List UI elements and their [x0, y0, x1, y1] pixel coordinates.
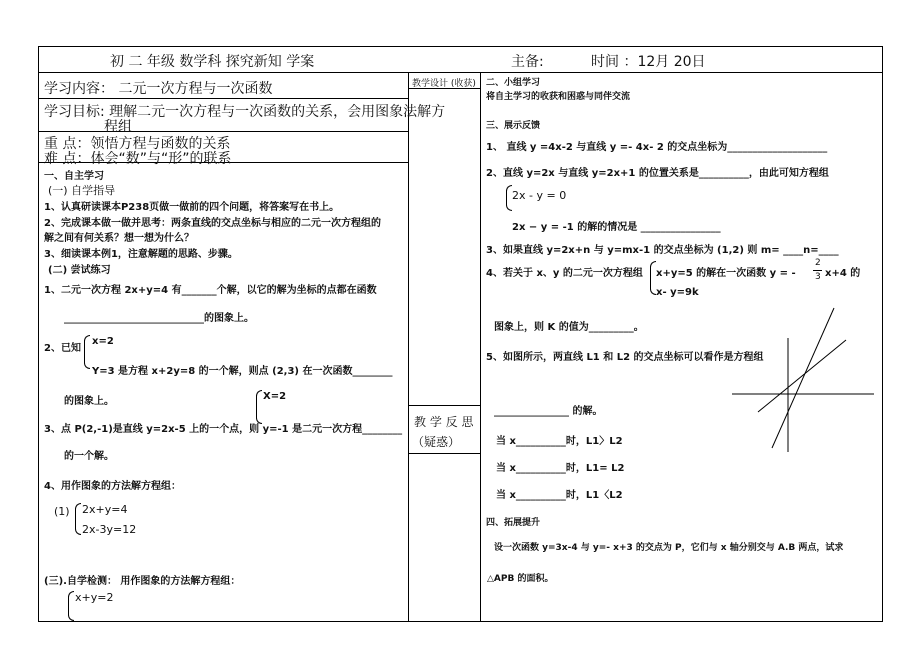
question-4b: 图象上，则 K 的值为_________。 — [494, 322, 644, 333]
guide-item-2b: 解之间有何关系？想一想为什么？ — [44, 233, 194, 244]
fraction-bar — [813, 270, 822, 271]
practice-1: 1、二元一次方程 2x+y=4 有_______个解，以它的解为坐标的点都在函数 — [44, 285, 377, 296]
question-5b: _______________ 的解。 — [494, 406, 603, 417]
row-divider-1 — [38, 98, 408, 99]
design-label: 教学设计 (收获) — [412, 79, 476, 89]
question-1: 1、 直线 y =4x-2 与直线 y =- 4x- 2 的交点坐标为____________________ — [486, 142, 828, 153]
extension-heading: 四、拓展提升 — [486, 518, 541, 528]
lines-graph — [728, 300, 878, 460]
study-goal-line1: 学习目标: 理解二元一次方程与一次函数的关系，会用图象法解方 — [44, 104, 446, 120]
practice-3-eq: X=2 — [263, 391, 287, 402]
question-4-tail: x+4 的 — [825, 268, 861, 279]
practice-1b: ____________________________的图象上。 — [64, 313, 254, 324]
question-2-eq1: 2x - y = 0 — [512, 189, 567, 202]
line-L2 — [758, 340, 846, 412]
row-divider-2 — [38, 131, 408, 132]
difficulty: 难 点：体会“数”与“形”的联系 — [44, 151, 232, 167]
brace-p2 — [84, 335, 90, 369]
self-check-eq1: x+y=2 — [75, 591, 114, 604]
practice-4: 4、用作图象的方法解方程组： — [44, 481, 181, 492]
border-bottom — [38, 621, 883, 622]
host-label: 主备: — [511, 54, 544, 70]
study-content: 学习内容： 二元一次方程与一次函数 — [44, 81, 273, 97]
question-4-pre: 4、若关于 x、y 的二元一次方程组 — [486, 268, 643, 279]
group-study-heading: 二、小组学习 — [486, 78, 541, 88]
page-title: 初 二 年级 数学科 探究新知 学案 — [110, 54, 315, 70]
question-5: 5、如图所示，两直线 L1 和 L2 的交点坐标可以看作是方程组 — [486, 352, 764, 363]
reflect-sub-label: （疑惑） — [412, 435, 461, 449]
guide-item-3: 3、细读课本例1，注意解题的思路、步骤。 — [44, 249, 238, 260]
study-goal-line2: 程组 — [104, 119, 132, 135]
extension-text: 设一次函数 y=3x-4 与 y=- x+3 的交点为 P，它们与 x 轴分别交与 A.B 两点，试求 — [494, 543, 844, 553]
border-right — [882, 46, 883, 622]
border-left — [38, 46, 39, 622]
group-study-desc: 将自主学习的收获和困惑与同伴交流 — [486, 92, 631, 102]
question-4-frac-num: 2 — [815, 258, 821, 268]
sub-guide: (一) 自学指导 — [48, 184, 116, 197]
mid-divider-2 — [408, 405, 481, 406]
question-4-frac-den: 3 — [815, 272, 821, 282]
question-3: 3、如果直线 y=2x+n 与 y=mx-1 的交点坐标为 (1,2) 则 m= ____n=____ — [486, 245, 839, 256]
question-5c: 当 x__________时，L1〉L2 — [496, 436, 623, 447]
key-point: 重 点：领悟方程与函数的关系 — [44, 136, 231, 152]
border-top — [38, 46, 883, 47]
question-4-eq1: x+y=5 的解在一次函数 y = - — [656, 268, 796, 279]
brace-p4 — [75, 503, 81, 535]
question-2-eq2: 2x − y = -1 的解的情况是 ________________ — [512, 222, 721, 233]
time-label: 时间 ：12月 20日 — [591, 54, 706, 70]
mid-divider-3 — [408, 453, 481, 454]
practice-4-eq2: 2x-3y=12 — [82, 523, 137, 536]
question-2: 2、直线 y=2x 与直线 y=2x+1 的位置关系是__________，由此可知方程组 — [486, 168, 829, 179]
practice-2-tail: 的图象上。 — [64, 396, 114, 407]
sub-practice: (二) 尝试练习 — [48, 265, 111, 276]
mid-col-divider — [480, 72, 481, 622]
practice-3-tail: 的一个解。 — [64, 451, 114, 462]
practice-2-eq1: x=2 — [92, 336, 114, 347]
extension-text-2: △APB 的面积。 — [487, 574, 554, 584]
practice-4-eq1: 2x+y=4 — [82, 503, 128, 516]
question-5d: 当 x__________时，L1= L2 — [496, 463, 625, 474]
guide-item-2a: 2、完成课本做一做并思考：两条直线的交点坐标与相应的二元一次方程组的 — [44, 218, 381, 229]
guide-item-1: 1、认真研读课本P238页做一做前的四个问题，将答案写在书上。 — [44, 202, 340, 213]
brace-sc — [68, 591, 74, 621]
left-col-divider — [408, 72, 409, 622]
practice-3: 3、点 P(2,-1)是直线 y=2x-5 上的一个点，则 y=-1 是二元一次方程________ — [44, 424, 403, 435]
practice-2-eq2: Y=3 是方程 x+2y=8 的一个解，则点 (2,3) 在一次函数________ — [92, 366, 393, 377]
feedback-heading: 三、展示反馈 — [486, 121, 541, 131]
practice-2-pre: 2、已知 — [44, 343, 81, 354]
line-L1 — [772, 308, 834, 448]
self-check: (三).自学检测： 用作图象的方法解方程组： — [44, 576, 241, 587]
reflect-label: 教 学 反 思 — [414, 415, 474, 429]
section-self-study: 一、自主学习 — [44, 171, 104, 182]
question-5e: 当 x__________时，L1〈L2 — [496, 490, 623, 501]
question-4-eq2: x- y=9k — [656, 287, 699, 298]
header-divider — [38, 72, 883, 73]
practice-4-label: (1) — [54, 505, 70, 518]
brace-p3 — [256, 390, 262, 424]
